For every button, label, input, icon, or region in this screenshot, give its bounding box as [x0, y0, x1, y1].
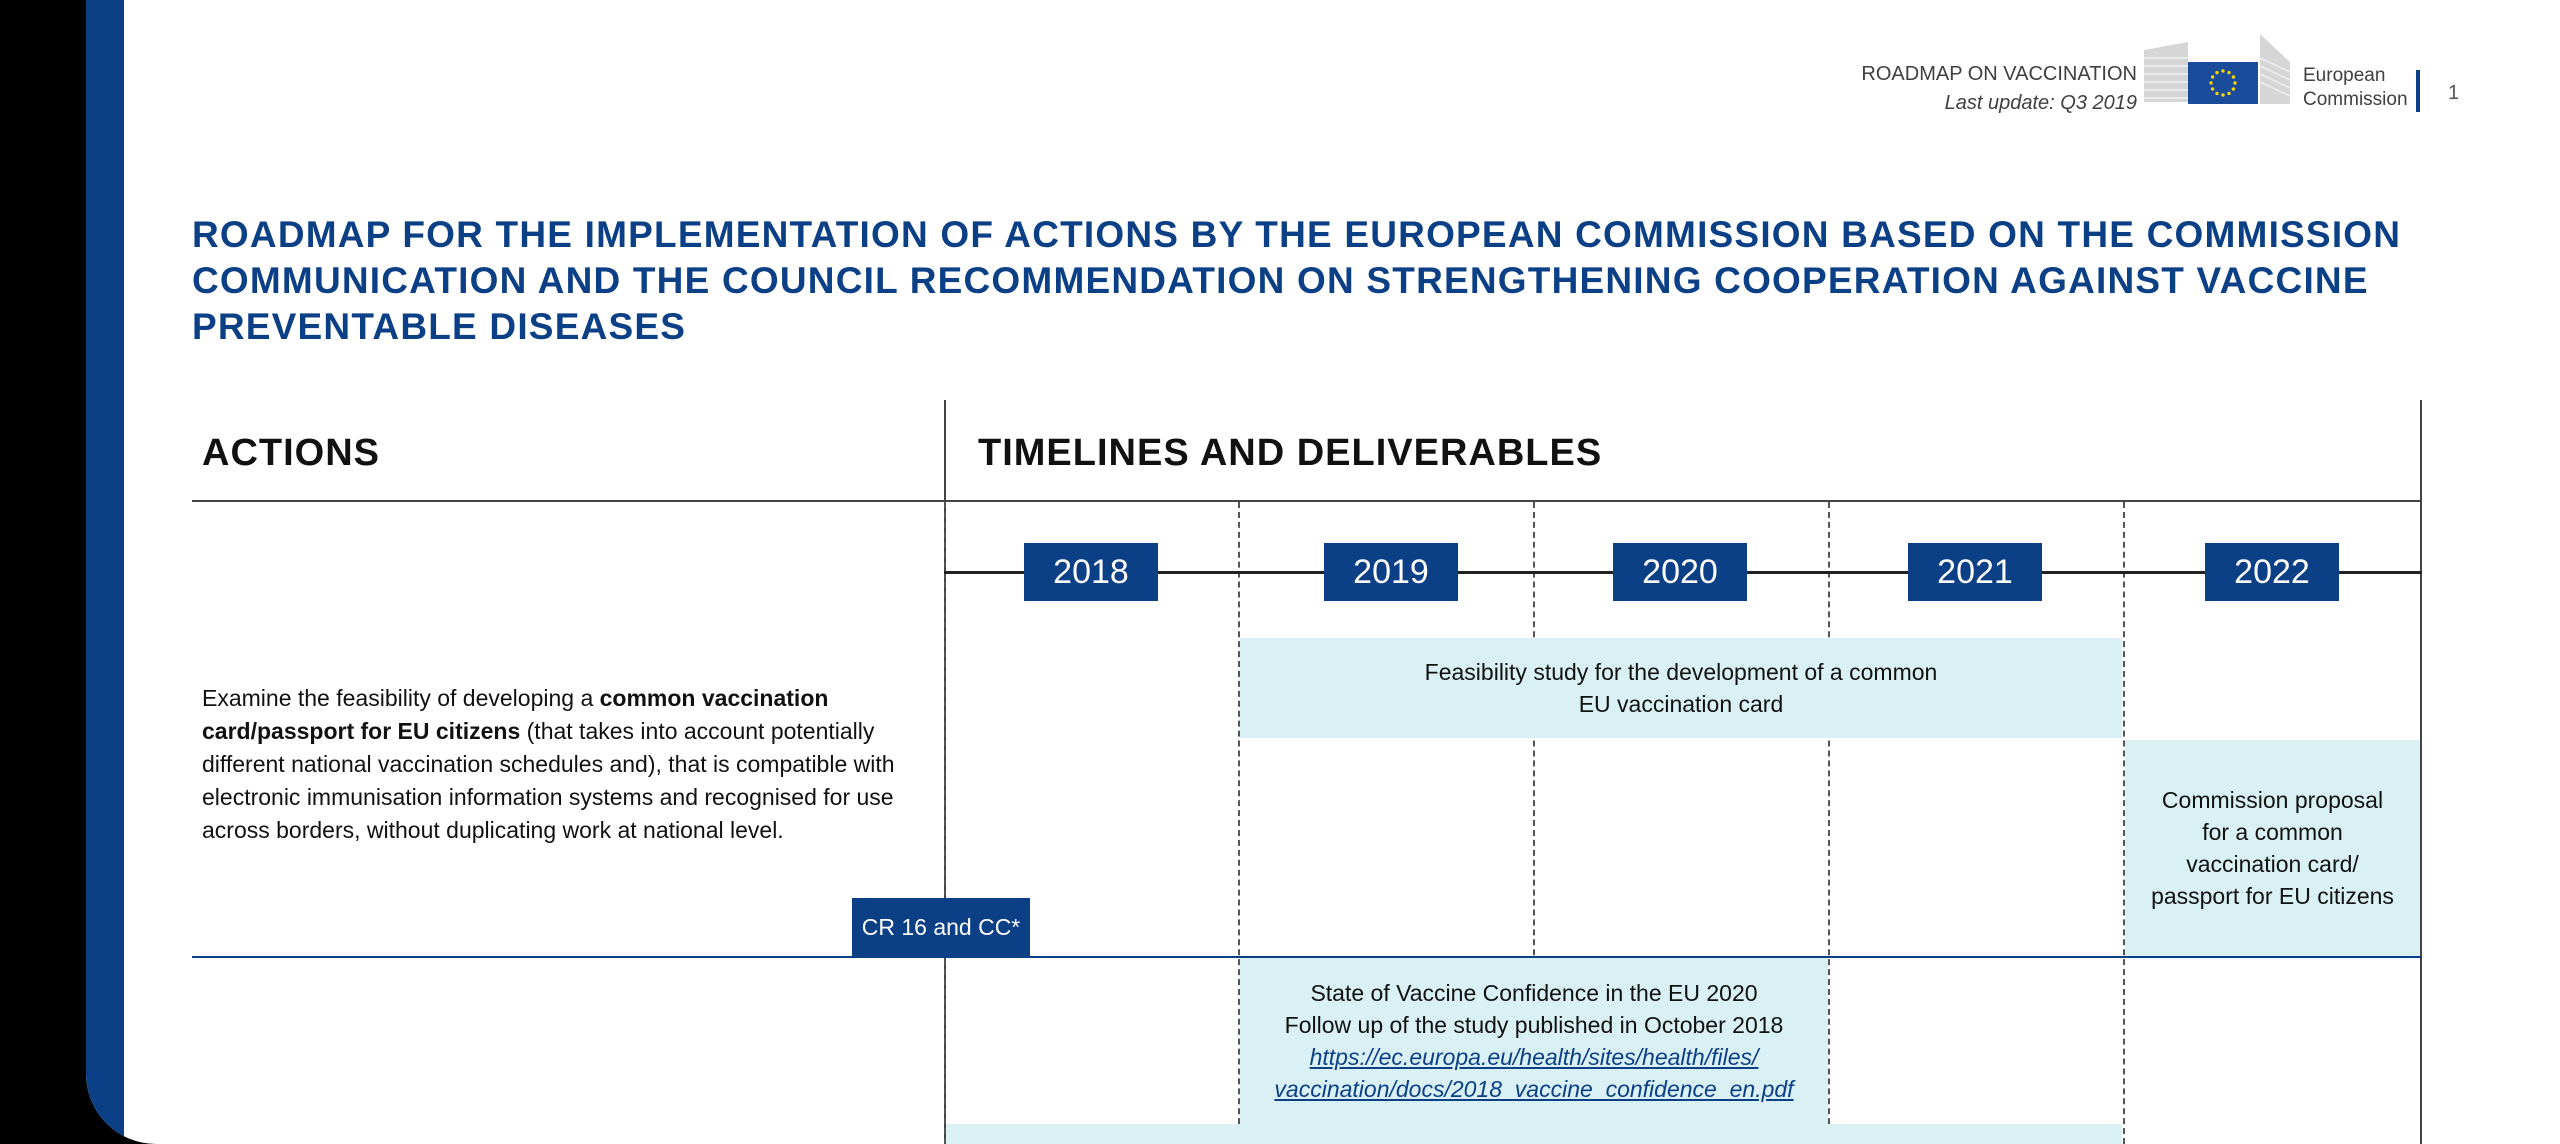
timelines-column-header: TIMELINES AND DELIVERABLES [978, 432, 1603, 474]
table-right-border [2420, 400, 2422, 1144]
reference-tag: CR 16 and CC* [852, 898, 1030, 956]
action-description: Examine the feasibility of developing a common vaccination card/passport for EU citizens (that takes into account potentially different national vaccination schedules and), that is compatible with electronic immunisation information systems and recognised for use across borders, without duplicating work at national level. [202, 685, 895, 843]
deliverable-feasibility-study: Feasibility study for the development of a common EU vaccination card [1240, 638, 2122, 738]
year-gridline [1828, 502, 1830, 1144]
year-label: 2019 [1324, 543, 1458, 601]
year-gridline [944, 502, 946, 1144]
logo-divider [2416, 70, 2420, 112]
year-label: 2020 [1613, 543, 1747, 601]
year-label: 2022 [2205, 543, 2339, 601]
page-header [1861, 60, 2137, 118]
year-label: 2018 [1024, 543, 1158, 601]
deliverable-next-row [946, 1124, 2122, 1144]
study-link[interactable]: https://ec.europa.eu/health/sites/health/files/ [1309, 1044, 1759, 1070]
page-title: ROADMAP FOR THE IMPLEMENTATION OF ACTIONS BY THE EUROPEAN COMMISSION BASED ON THE COMMISSION COMMUNICATION AND THE COUNCIL RECOMMENDATION ON STRENGTHENING COOPERATION AGAINST VACCINE PREVENTABLE DISEASES [192, 214, 2402, 347]
last-update: Last update: Q3 2019 [1944, 92, 2137, 114]
document-title: ROADMAP ON VACCINATION [1861, 63, 2137, 85]
actions-column-header: ACTIONS [202, 432, 380, 474]
document-page [86, 0, 2560, 1144]
study-link[interactable]: vaccination/docs/2018_vaccine_confidence_en.pdf [1274, 1076, 1794, 1102]
page-number: 1 [2448, 82, 2460, 104]
roadmap-table [192, 400, 2422, 1144]
page-accent-bar [86, 0, 124, 1144]
header-rule [192, 500, 2422, 502]
year-label: 2021 [1908, 543, 2042, 601]
deliverable-commission-proposal: Commission proposal for a common vaccination card/ passport for EU citizens [2125, 740, 2420, 956]
deliverable-vaccine-confidence: State of Vaccine Confidence in the EU 2020 Follow up of the study published in October 2018 https://ec.europa.eu/health/sites/health/files/ vaccination/docs/2018_vaccine_confidence_en.pdf [1240, 958, 1828, 1124]
logo-wordmark: European Commission [2303, 65, 2408, 110]
